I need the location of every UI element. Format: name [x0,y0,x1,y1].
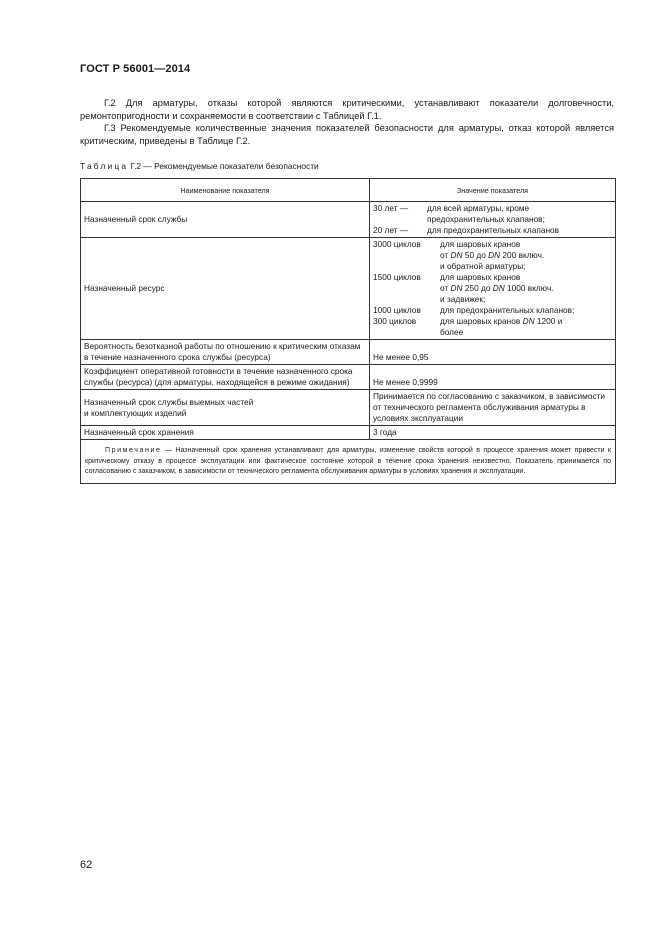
value-label: 20 лет — [373,225,409,235]
table-note [81,440,616,484]
indicator-name: Коэффициент оперативной готовности в течение назначенного срока службы (ресурса) (для арматуры, находящейся в режиме ожидания) [81,365,370,390]
indicator-name-line: и комплектующих изделий [84,407,187,418]
value-text: более [440,327,464,337]
value-label: 30 лет — [373,203,409,213]
document-header: ГОСТ Р 56001—2014 [80,63,191,75]
table-caption-word: Таблица [80,161,129,171]
value-label: 300 циклов [373,316,417,326]
value-spacer [373,214,427,225]
indicator-value: Принимается по согласованию с заказчиком, в зависимости от технического регламента обслуживания арматуры в условиях эксплуатации [370,390,616,426]
indicator-name: Назначенный ресурс [81,238,370,340]
table-header-row [81,179,616,202]
page-number: 62 [80,859,93,871]
value-text: для шаровых кранов [440,272,521,282]
value-text: для шаровых кранов [440,239,521,249]
note-word: Примечание [105,447,162,454]
indicator-name: Назначенный срок хранения [81,426,370,440]
value-spacer [373,327,440,338]
indicator-value: Не менее 0,95 [370,340,616,365]
value-text: и обратной арматуры; [440,261,526,271]
note-text: — Назначенный срок хранения устанавливают для арматуры, изменение свойств которой в процессе хранения может привести к критическому отказу в процессе эксплуатации или фактическое состояние которой в течение срока хранения неизвестно. Показатель принимается по согласованию с заказчиком, в зависимости от технического регламента обслуживания арматуры в условиях хранения и эксплуатации. [85,447,611,476]
indicator-name-line: Назначенный срок службы выемных частей [84,396,254,407]
value-label: 1500 циклов [373,272,421,282]
value-text: от DN 250 до DN 1000 включ. [440,283,554,293]
indicator-name: Вероятность безотказной работы по отношению к критическим отказам в течение назначенного срока службы (ресурса) [81,340,370,365]
indicator-name [81,390,370,426]
value-spacer [373,250,440,261]
table-row [81,238,616,340]
indicator-name: Назначенный срок службы [81,202,370,238]
value-text: для шаровых кранов DN 1200 и [440,316,563,326]
table-caption-text: Г.2 — Рекомендуемые показатели безопасности [128,161,319,171]
indicator-value [370,238,616,340]
value-text: для предохранительных клапанов; [440,305,575,315]
table-row [81,390,616,426]
value-spacer [373,294,440,305]
value-text: предохранительных клапанов; [427,214,545,224]
value-text: для всей арматуры, кроме [427,203,530,213]
value-text: для предохранительных клапанов [427,225,560,235]
indicator-value: Не менее 0,9999 [370,365,616,390]
value-label: 3000 циклов [373,239,421,249]
table-row [81,340,616,365]
value-text: и задвижек; [440,294,486,304]
indicator-value: 3 года [370,426,616,440]
column-header-value: Значение показателя [370,179,616,202]
paragraph-g2: Г.2 Для арматуры, отказы которой являются критическими, устанавливают показатели долговечности, ремонтопригодности и сохраняемости в соответствии с Таблицей Г.1. [80,98,614,121]
indicator-value [370,202,616,238]
table-note-row [81,440,616,484]
safety-indicators-table [80,178,616,484]
paragraph-g3: Г.3 Рекомендуемые количественные значения показателей безопасности для арматуры, отказ которой является критическим, приведены в Таблице Г.2. [80,123,614,146]
table-row [81,365,616,390]
value-spacer [373,261,440,272]
value-spacer [373,283,440,294]
column-header-name: Наименование показателя [81,179,370,202]
value-text: от DN 50 до DN 200 включ. [440,250,545,260]
table-caption [80,161,319,171]
table-row [81,202,616,238]
table-row [81,426,616,440]
value-label: 1000 циклов [373,305,421,315]
